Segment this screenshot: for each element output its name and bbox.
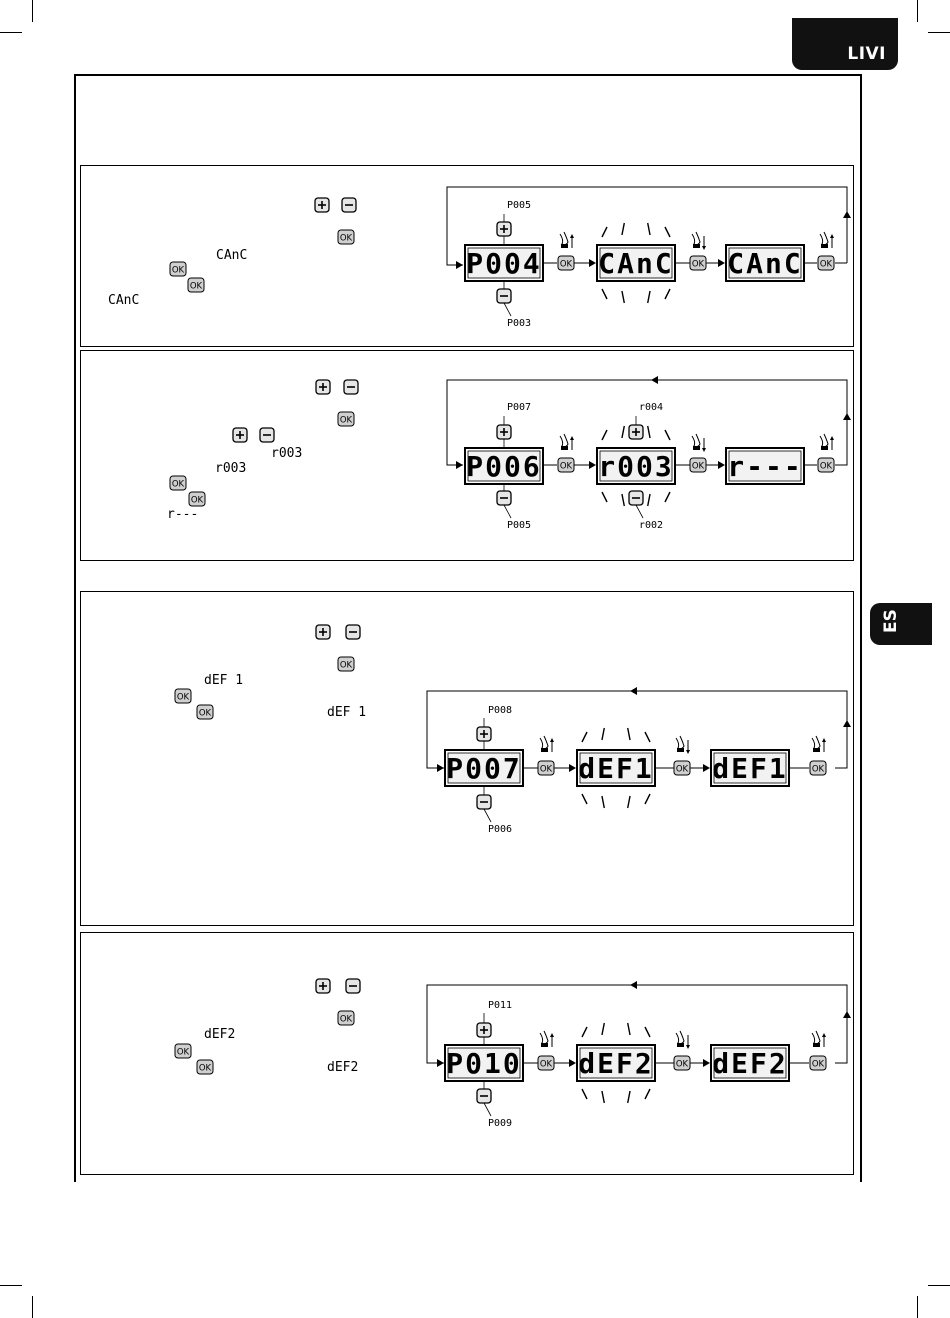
lcd-text: P004 (466, 247, 542, 280)
leader-line (504, 505, 511, 518)
minus-value-label: P009 (487, 1118, 513, 1129)
blink-ray (648, 426, 650, 438)
press-indicator-icon (693, 446, 700, 450)
lcd-text: r003 (598, 450, 674, 483)
hand-press-icon (560, 232, 568, 245)
blink-ray (648, 291, 650, 303)
arrow-icon (589, 259, 596, 267)
arrow-icon (718, 259, 725, 267)
instruction-code: CAnC (108, 293, 140, 308)
lcd-text: dEF1 (712, 752, 788, 785)
hand-press-icon (820, 232, 828, 245)
frame-right (860, 74, 862, 1182)
blink-ray (602, 796, 604, 808)
arrow-icon (843, 1011, 851, 1018)
arrow-icon (703, 764, 710, 772)
brand-tab (792, 18, 898, 70)
press-arrow-icon (830, 436, 834, 440)
blink-ray (602, 430, 607, 440)
blink-ray (602, 1091, 604, 1103)
panel-cancel (80, 165, 854, 347)
blink-ray (582, 1089, 587, 1099)
arrow-icon (589, 461, 596, 469)
crop-mark (917, 1296, 918, 1318)
ok-label: OK (339, 233, 353, 244)
panel-default-2 (80, 932, 854, 1175)
press-arrow-icon (570, 436, 574, 440)
leader-line (484, 809, 491, 822)
arrow-icon (569, 1059, 576, 1067)
plus-value-label: P011 (487, 1000, 513, 1011)
instruction-code: dEF 1 (204, 673, 244, 688)
minus-value-label: P003 (506, 318, 532, 329)
arrow-icon (630, 687, 637, 695)
minus-value-label: r002 (638, 520, 664, 531)
blink-ray (582, 794, 587, 804)
press-arrow-icon (686, 1045, 690, 1049)
instruction-code: CAnC (216, 248, 248, 263)
crop-mark (32, 0, 33, 22)
panel-default-1 (80, 591, 854, 926)
blink-ray (645, 794, 650, 804)
ok-label: OK (339, 660, 353, 671)
diagram-cancel (81, 166, 855, 348)
ok-label: OK (539, 1059, 553, 1070)
crop-mark (0, 32, 22, 33)
instruction-code: r003 (215, 461, 247, 476)
blink-ray (648, 223, 650, 235)
hand-press-icon (812, 1031, 820, 1044)
lcd-text: dEF1 (578, 752, 654, 785)
ok-label: OK (171, 265, 185, 276)
ok-label: OK (176, 1047, 190, 1058)
arrow-icon (703, 1059, 710, 1067)
hand-press-icon (812, 736, 820, 749)
panel-radio-code (80, 350, 854, 561)
minus-value-label: P005 (506, 520, 532, 531)
arrow-icon (456, 261, 463, 269)
instruction-code: r003 (271, 446, 303, 461)
ok-label: OK (171, 479, 185, 490)
instruction-code: dEF2 (327, 1060, 359, 1075)
press-indicator-icon (541, 1043, 548, 1047)
blink-ray (665, 227, 670, 237)
blink-ray (645, 732, 650, 742)
plus-value-label: P005 (506, 200, 532, 211)
lcd-text: r--- (727, 450, 803, 483)
blink-ray (602, 1023, 604, 1035)
blink-ray (645, 1089, 650, 1099)
lcd-text: P007 (446, 752, 522, 785)
press-arrow-icon (830, 234, 834, 238)
instruction-code: r--- (167, 507, 199, 522)
hand-press-icon (692, 434, 700, 447)
hand-press-icon (676, 736, 684, 749)
ok-label: OK (190, 495, 204, 506)
press-arrow-icon (550, 1033, 554, 1037)
press-indicator-icon (677, 1043, 684, 1047)
ok-label: OK (339, 1014, 353, 1025)
diagram-default-1 (81, 592, 855, 927)
blink-ray (622, 291, 624, 303)
blink-ray (602, 492, 607, 502)
diagram-default-2 (81, 933, 855, 1176)
blink-ray (622, 426, 624, 438)
press-indicator-icon (821, 244, 828, 248)
press-indicator-icon (693, 244, 700, 248)
arrow-icon (456, 461, 463, 469)
hand-press-icon (540, 1031, 548, 1044)
ok-label: OK (675, 1059, 689, 1070)
press-indicator-icon (821, 446, 828, 450)
blink-ray (665, 430, 670, 440)
hand-press-icon (676, 1031, 684, 1044)
crop-mark (0, 1285, 22, 1286)
crop-mark (917, 0, 918, 22)
press-arrow-icon (702, 246, 706, 250)
ok-label: OK (559, 259, 573, 270)
press-indicator-icon (541, 748, 548, 752)
ok-label: OK (691, 461, 705, 472)
arrow-icon (843, 413, 851, 420)
blink-ray (648, 494, 650, 506)
blink-ray (582, 732, 587, 742)
blink-ray (622, 223, 624, 235)
plus-value-label: r004 (638, 402, 664, 413)
press-indicator-icon (677, 748, 684, 752)
lcd-text: dEF2 (578, 1047, 654, 1080)
arrow-icon (630, 981, 637, 989)
hand-press-icon (560, 434, 568, 447)
press-indicator-icon (561, 244, 568, 248)
press-arrow-icon (570, 234, 574, 238)
blink-ray (628, 728, 630, 740)
press-arrow-icon (550, 738, 554, 742)
blink-ray (665, 289, 670, 299)
blink-ray (628, 1091, 630, 1103)
instruction-code: dEF2 (204, 1027, 236, 1042)
lcd-text: dEF2 (712, 1047, 788, 1080)
ok-label: OK (811, 1059, 825, 1070)
blink-ray (665, 492, 670, 502)
arrow-icon (437, 764, 444, 772)
ok-label: OK (819, 461, 833, 472)
ok-label: OK (339, 415, 353, 426)
press-arrow-icon (702, 448, 706, 452)
leader-line (484, 1103, 491, 1116)
press-arrow-icon (686, 750, 690, 754)
arrow-icon (718, 461, 725, 469)
frame-left (74, 74, 76, 1182)
ok-label: OK (189, 281, 203, 292)
ok-label: OK (198, 708, 212, 719)
hand-press-icon (540, 736, 548, 749)
arrow-icon (651, 376, 658, 384)
ok-label: OK (559, 461, 573, 472)
arrow-icon (437, 1059, 444, 1067)
arrow-icon (843, 211, 851, 218)
lcd-text: P010 (446, 1047, 522, 1080)
ok-label: OK (811, 764, 825, 775)
leader-line (636, 505, 643, 518)
ok-label: OK (539, 764, 553, 775)
crop-mark (928, 1285, 950, 1286)
crop-mark (32, 1296, 33, 1318)
instruction-code: dEF 1 (327, 705, 367, 720)
ok-label: OK (176, 692, 190, 703)
hand-press-icon (692, 232, 700, 245)
lcd-text: CAnC (598, 247, 674, 280)
plus-value-label: P007 (506, 402, 532, 413)
lcd-text: CAnC (727, 247, 803, 280)
press-arrow-icon (822, 738, 826, 742)
frame-top (74, 74, 862, 76)
blink-ray (628, 1023, 630, 1035)
blink-ray (602, 289, 607, 299)
blink-ray (602, 227, 607, 237)
minus-value-label: P006 (487, 824, 513, 835)
press-arrow-icon (822, 1033, 826, 1037)
blink-ray (622, 494, 624, 506)
diagram-radio-code (81, 351, 855, 562)
hand-press-icon (820, 434, 828, 447)
ok-label: OK (675, 764, 689, 775)
press-indicator-icon (813, 1043, 820, 1047)
blink-ray (582, 1027, 587, 1037)
plus-value-label: P008 (487, 705, 513, 716)
lcd-text: P006 (466, 450, 542, 483)
blink-ray (602, 728, 604, 740)
language-label: ES (881, 609, 901, 633)
leader-line (504, 303, 511, 316)
brand-logo: LIVI (847, 44, 886, 64)
ok-label: OK (691, 259, 705, 270)
arrow-icon (843, 720, 851, 727)
ok-label: OK (198, 1063, 212, 1074)
blink-ray (645, 1027, 650, 1037)
language-tab (870, 603, 932, 645)
crop-mark (928, 32, 950, 33)
arrow-icon (569, 764, 576, 772)
press-indicator-icon (561, 446, 568, 450)
ok-label: OK (819, 259, 833, 270)
press-indicator-icon (813, 748, 820, 752)
blink-ray (628, 796, 630, 808)
